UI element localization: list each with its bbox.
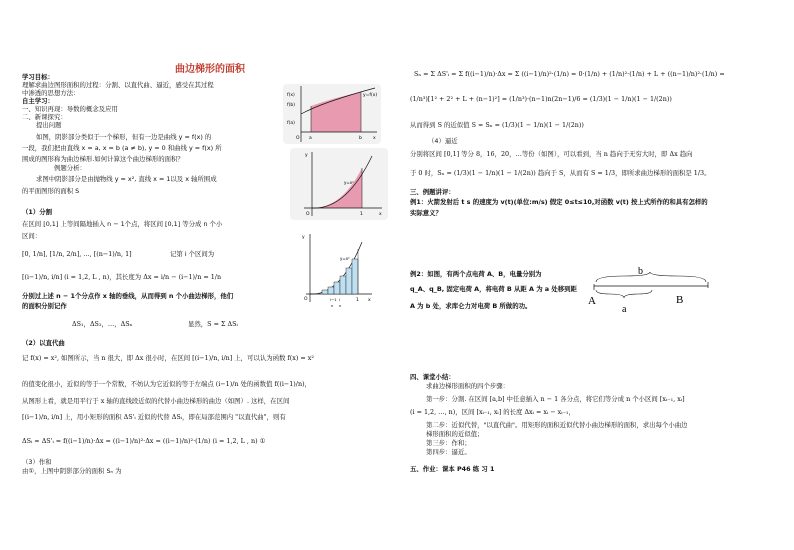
figure-charges-svg bbox=[586, 262, 712, 318]
step-heading: （1）分割 bbox=[22, 208, 53, 216]
fig2-y-label: y bbox=[305, 153, 308, 158]
fig2-origin: O bbox=[306, 212, 310, 217]
step-heading: （2）以直代曲 bbox=[22, 339, 65, 347]
math-line: 分别将区间 [0,1] 等分 8，16，20，…等份（如图），可以看到，当 n 趋向于无穷大时，即 Δx 趋向 bbox=[410, 150, 693, 158]
text-line: 提出问题 bbox=[36, 121, 62, 129]
section-heading: 三、例题讲评： bbox=[410, 188, 455, 196]
fig4-a-label: a bbox=[622, 304, 627, 315]
text-line: 中渗透的思想方法： bbox=[22, 89, 80, 97]
math-line: 显然，S = Σ ΔSᵢ bbox=[188, 320, 238, 328]
fig3-curve-label: y=x² bbox=[340, 256, 350, 261]
fig3-origin: O bbox=[304, 297, 308, 302]
figure-charges bbox=[586, 262, 712, 318]
fig3-y-label: y bbox=[302, 235, 305, 240]
fig3-tick-n2: n bbox=[339, 303, 342, 308]
math-line: (1/n³)[1² + 2² + L + (n−1)²] = (1/n³)·(n−1)n(2n−1)/6 = (1/3)(1 − 1/n)(1 − 1/(2n)) bbox=[410, 95, 672, 103]
text-line: 围成的图形称为曲边梯形.如何计算这个曲边梯形的面积？ bbox=[22, 155, 184, 163]
self-study-heading: 自主学习： bbox=[22, 97, 54, 105]
text-line: 求曲边梯形面积的四个步骤： bbox=[426, 382, 510, 390]
homework-line: 五、作业：课本 P46 练 习 1 bbox=[410, 465, 495, 473]
text-line: 记第 i 个区间为 bbox=[170, 250, 215, 258]
fig3-tick-i: i bbox=[339, 297, 341, 302]
example-2-cont: q_A、q_B, 固定电荷 A，将电荷 B 从距 A 为 a 处移到距 bbox=[410, 285, 577, 293]
text-line: 第四步：逼近。 bbox=[426, 448, 471, 456]
example-1-cont: 实际意义？ bbox=[410, 209, 442, 217]
figure-curved-trapezoid-svg bbox=[283, 84, 381, 144]
text-line: 一、知识再现：导数的概念及应用 bbox=[22, 105, 118, 113]
math-line: [(i−1)/n, i/n] 上，用小矩形的面积 ΔS'ᵢ 近似的代替 ΔSᵢ，即在局部范围内 "以直代曲"，则有 bbox=[22, 413, 286, 421]
fig2-x-label: x bbox=[379, 212, 382, 217]
fig1-x-label: x bbox=[373, 136, 376, 141]
fig4-A-label: A bbox=[588, 295, 596, 307]
text-line: 在区间 [0,1] 上等间隔地插入 n − 1个点，将区间 [0,1] 等分成 n 个小 bbox=[22, 220, 223, 228]
text-line: 一段，我们把由直线 x = a, x = b (a ≠ b), y = 0 和曲线 y = f(x) 所 bbox=[22, 144, 222, 152]
figure-parabola-area-svg bbox=[290, 148, 388, 220]
figure-rectangle-approx bbox=[296, 230, 376, 310]
fig2-curve-label: y=x² bbox=[344, 180, 354, 185]
fig1-origin: O bbox=[296, 136, 300, 141]
math-line: 第一步：分割. 在区间 [a,b] 中任意插入 n − 1 各分点，将它们等分成 n 个小区间 [xᵢ₋₁, xᵢ] bbox=[426, 395, 685, 403]
fig2-one-label: 1 bbox=[360, 212, 363, 217]
math-line: 于 0 时，Sₙ = (1/3)(1 − 1/n)(1 − 1/(2n)) 趋向于 S，从而有 S = 1/3，即所求曲边梯形的面积是 1/3。 bbox=[410, 169, 711, 177]
math-line: 记 f(x) = x², 如图所示，当 n 很大，即 Δx 很小时，在区间 [(i−1)/n, i/n] 上，可以认为函数 f(x) = x² bbox=[22, 354, 314, 362]
math-line: 从图形上看，就是用平行于 x 轴的直线段近似的代替小曲边梯形的曲边（如图）. 这样，在区间 bbox=[22, 397, 290, 405]
section-heading: 四、课堂小结： bbox=[410, 373, 455, 381]
text-line: 如图，阴影部分类似于一个梯形，但有一边是曲线 y = f(x) 的 bbox=[36, 133, 212, 141]
fig3-x-label: x bbox=[368, 298, 371, 303]
text-line: 求图中阴影部分是由抛物线 y = x², 直线 x = 1以及 x 轴所围成 bbox=[36, 175, 217, 183]
math-line: ΔS₁，ΔS₂，…，ΔSₙ bbox=[72, 320, 133, 328]
text-line: 理解求曲边图形面积的过程：分割、以直代曲、逼近，感受在其过程 bbox=[22, 81, 214, 89]
math-line: 从而得到 S 的近似值 S ≈ Sₙ = (1/3)(1 − 1/n)(1 − 1/(2n)) bbox=[410, 121, 584, 129]
learning-goals-heading: 学习目标： bbox=[22, 73, 54, 81]
text-line: 分别过上述 n − 1个分点作 x 轴的垂线，从而得到 n 个小曲边梯形，他们 bbox=[22, 292, 234, 300]
math-line: [0, 1/n], [1/n, 2/n], …, [(n−1)/n, 1] bbox=[22, 250, 132, 258]
math-line: (i = 1,2, …, n)，区间 [xᵢ₋₁, xᵢ] 的长度 Δxᵢ = xᵢ − xᵢ₋₁， bbox=[410, 408, 575, 416]
step-heading: （4）逼近 bbox=[428, 137, 458, 145]
fig3-one-label: 1 bbox=[356, 298, 359, 303]
page-title: 曲边梯形的面积 bbox=[175, 64, 245, 75]
example-1: 例1：火箭发射后 t s 的速度为 v(t)(单位:m/s) 假定 0≤t≤10,对函数 v(t) 按上式所作的和具有怎样的 bbox=[410, 198, 708, 206]
fig3-tick-im1: i−1 bbox=[330, 297, 337, 302]
text-line: 的面积分别记作 bbox=[22, 302, 67, 310]
fig1-fx-label: f(x) bbox=[287, 93, 295, 98]
example-2: 例2：如图，有两个点电荷 A、B，电量分别为 bbox=[410, 270, 542, 278]
text-line: 第二步：近似代替，"以直代曲"。用矩形的面积近似代替小曲边梯形的面积，求出每个小曲边 bbox=[426, 421, 688, 429]
math-line: 的值变化很小，近似的等于一个常数，不妨认为它近似的等于左端点 (i−1)/n 处的函数值 f((i−1)/n)， bbox=[22, 380, 311, 388]
text-line: 梯形面积的近似值； bbox=[426, 430, 484, 438]
fig4-B-label: B bbox=[676, 294, 684, 306]
fig4-b-label: b bbox=[638, 266, 643, 277]
fig1-fa-label: f(a) bbox=[287, 121, 295, 126]
text-line: 由①，上图中阴影部分的面积 Sₙ 为 bbox=[22, 467, 122, 475]
figure-rectangle-approx-svg bbox=[296, 230, 376, 310]
text-line: 的平面图形的面积 S bbox=[22, 187, 80, 195]
example-2-cont: A 为 b 处，求库仑力对电荷 B 所做的功。 bbox=[410, 302, 532, 310]
step-heading: （3）作和 bbox=[22, 458, 52, 466]
text-line: 例题分析： bbox=[54, 164, 86, 172]
figure-parabola-area bbox=[290, 148, 388, 220]
math-line: [(i−1)/n, i/n] (i = 1,2, L , n)，其长度为 Δx = i/n − (i−1)/n = 1/n bbox=[22, 273, 222, 281]
math-line: Sₙ = Σ ΔS'ᵢ = Σ f((i−1)/n)·Δx = Σ ((i−1)/n)²·(1/n) = 0·(1/n) + (1/n)²·(1/n) + L + ((n−1)/n)²·(1/n) = bbox=[414, 70, 725, 78]
fig1-a-label: a bbox=[309, 136, 312, 141]
fig1-b-label: b bbox=[359, 136, 362, 141]
text-line: 区间： bbox=[22, 232, 42, 240]
text-line: 二、新课探究： bbox=[22, 113, 67, 121]
fig1-fb-label: f(b) bbox=[287, 103, 295, 108]
fig3-tick-n1: n bbox=[331, 303, 334, 308]
text-line: 第三步：作和； bbox=[426, 439, 471, 447]
figure-curved-trapezoid bbox=[283, 84, 381, 144]
math-line: ΔSᵢ ≈ ΔS'ᵢ = f((i−1)/n)·Δx = ((i−1)/n)²·Δx = ((i−1)/n)²·(1/n) (i = 1,2, L , n) ① bbox=[22, 437, 266, 445]
fig1-curve-label: y=f(x) bbox=[363, 93, 378, 98]
